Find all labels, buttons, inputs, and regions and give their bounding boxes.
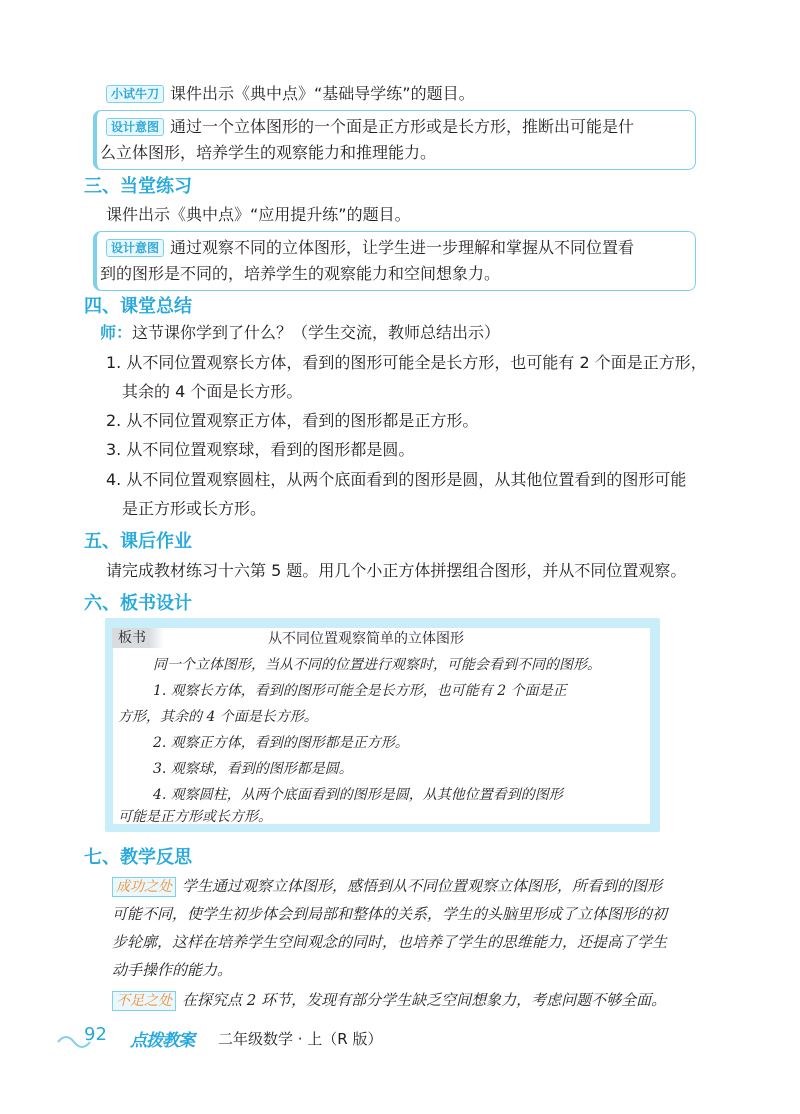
item-text: 从不同位置观察球，看到的图形都是圆。: [126, 440, 415, 459]
teacher-label: 师：: [100, 323, 133, 342]
summary-item-3: [106, 439, 414, 461]
try-text: 课件出示《典中点》“基础导学练”的题目。: [170, 84, 475, 103]
success-line-3: 动手操作的能力。: [112, 961, 233, 979]
intent1-text-2: 么立体图形，培养学生的观察能力和推理能力。: [100, 143, 437, 162]
intent2-tag: 设计意图: [106, 239, 164, 257]
success-text-0: 学生通过观察立体图形，感悟到从不同位置观察立体图形，所看到的图形: [182, 877, 663, 895]
section5-text: 请完成教材练习十六第 5 题。用几个小正方体拼摆组合图形，并从不同位置观察。: [106, 561, 687, 580]
board-line-2: 方形，其余的 4 个面是长方形。: [118, 709, 318, 725]
board-title: 从不同位置观察简单的立体图形: [268, 631, 464, 647]
intent1-line1: [106, 116, 634, 138]
item-text: 从不同位置观察长方体，看到的图形可能全是长方形，也可能有 2 个面是正方形，: [126, 353, 707, 372]
book-subtitle: 二年级数学 · 上（R 版）: [218, 1030, 383, 1048]
lack-tag: 不足之处: [112, 991, 176, 1011]
board-line-6: 可能是正方形或长方形。: [118, 809, 272, 825]
section3-text: 课件出示《典中点》“应用提升练”的题目。: [106, 205, 411, 224]
teacher-text: 这节课你学到了什么？（学生交流，教师总结出示）: [132, 323, 501, 342]
summary-item-4-cont: 是正方形或长方形。: [122, 499, 267, 518]
teacher-line: [100, 322, 500, 344]
section7-title: 七、教学反思: [84, 847, 192, 868]
summary-item-1: [106, 352, 707, 374]
board-line-1: 1. 观察长方体，看到的图形可能全是长方形，也可能有 2 个面是正: [153, 683, 567, 699]
board-line-5: 4. 观察圆柱，从两个底面看到的图形是圆，从其他位置看到的图形: [153, 787, 563, 803]
success-line-1: 可能不同，使学生初步体会到局部和整体的关系，学生的头脑里形成了立体图形的初: [112, 905, 668, 923]
lack-line: [112, 990, 666, 1011]
intent1-text-1: 通过一个立体图形的一个面是正方形或是长方形，推断出可能是什: [170, 117, 635, 136]
summary-item-1-cont: 其余的 4 个面是长方形。: [122, 382, 303, 401]
success-tag: 成功之处: [112, 877, 176, 897]
section3-title: 三、当堂练习: [84, 176, 192, 197]
item-num: 2.: [106, 411, 122, 430]
intent2-text-2: 到的图形是不同的，培养学生的观察能力和空间想象力。: [100, 264, 501, 283]
try-line: [106, 83, 475, 105]
section6-title: 六、板书设计: [84, 593, 192, 614]
item-num: 3.: [106, 440, 122, 459]
item-text: 从不同位置观察圆柱，从两个底面看到的图形是圆，从其他位置看到的图形可能: [126, 470, 687, 489]
intent2-line1: [106, 237, 634, 259]
board-label: 板书: [112, 628, 164, 648]
section5-title: 五、课后作业: [84, 531, 192, 552]
try-tag: 小试牛刀: [106, 85, 164, 103]
success-line-2: 步轮廓，这样在培养学生空间观念的同时，也培养了学生的思维能力，还提高了学生: [112, 933, 668, 951]
brand-logo: 点拨教案: [130, 1031, 194, 1051]
section4-title: 四、课堂总结: [84, 296, 192, 317]
item-num: 4.: [106, 470, 122, 489]
board-line-0: 同一个立体图形，当从不同的位置进行观察时，可能会看到不同的图形。: [153, 657, 601, 673]
board-line-3: 2. 观察正方体，看到的图形都是正方形。: [153, 735, 409, 751]
page-number: 92: [84, 1024, 107, 1045]
item-num: 1.: [106, 353, 122, 372]
board-line-4: 3. 观察球，看到的图形都是圆。: [153, 761, 353, 777]
success-line-0: [112, 876, 662, 897]
summary-item-4: [106, 469, 686, 491]
intent2-text-1: 通过观察不同的立体图形，让学生进一步理解和掌握从不同位置看: [170, 238, 635, 257]
summary-item-2: [106, 410, 478, 432]
intent1-tag: 设计意图: [106, 118, 164, 136]
item-text: 从不同位置观察正方体，看到的图形都是正方形。: [126, 411, 479, 430]
lack-text: 在探究点 2 环节，发现有部分学生缺乏空间想象力，考虑问题不够全面。: [182, 991, 667, 1009]
